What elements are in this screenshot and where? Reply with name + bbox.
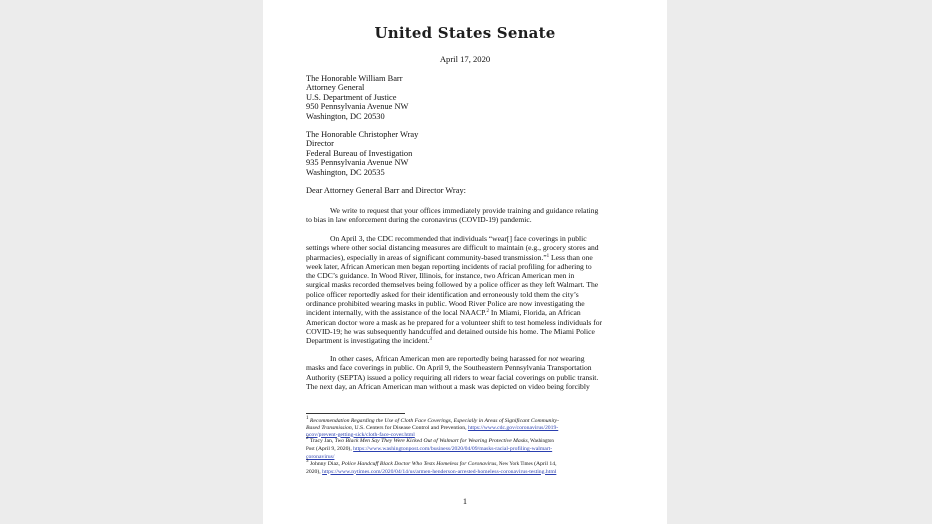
footnote-1-cont — [306, 425, 624, 432]
text-segment: In other cases, African American men are reportedly being harassed for — [330, 354, 549, 363]
text-line — [306, 253, 624, 262]
text-line: police officer reportedly asked for their identification and erroneously told them the city’s — [306, 289, 579, 299]
footnote-link[interactable]: ncov/prevent-getting-sick/cloth-face-cover.html — [306, 431, 415, 438]
text-line — [306, 308, 624, 317]
text-line: to bias in law enforcement during the coronavirus (COVID-19) pandemic. — [306, 215, 532, 225]
footnote-ref: 3 — [429, 337, 432, 343]
paragraph-2 — [306, 234, 624, 346]
footnote-title: Two Black Men Say They Were Kicked Out of Walmart for Wearing Protective Masks — [334, 438, 528, 445]
page-number: 1 — [462, 497, 468, 506]
address-line: 950 Pennsylvania Avenue NW — [306, 102, 409, 112]
footnote-link[interactable]: https://www.nytimes.com/2020/04/14/us/armen-henderson-arrested-homeless-coronavirus-testing.html — [322, 468, 557, 475]
text-line: American doctor wore a mask as he prepared for a volunteer shift to test homeless individuals for — [306, 317, 603, 327]
footnote-title: Police Handcuff Black Doctor Who Tests Homeless for Coronavirus — [341, 460, 497, 467]
footnote-ref: 1 — [546, 253, 550, 259]
text-line: week later, African American men began reporting incidents of racial profiling for adhering to — [306, 261, 592, 271]
footnote-link[interactable]: coronavirus/ — [306, 453, 335, 460]
footnote-title: Recommendation Regarding the Use of Cloth Face Coverings, Especially in Areas of Significant Community- — [309, 418, 559, 424]
text-line: On April 3, the CDC recommended that individuals “wear[] face coverings in public — [330, 234, 587, 243]
text-segment: Less than one — [549, 252, 593, 262]
address-line: The Honorable Christopher Wray — [306, 130, 419, 139]
footnote-author: Johnny Diaz, — [309, 460, 342, 467]
text-line: settings where other social distancing measures are difficult to maintain (e.g., grocery stores and — [306, 243, 599, 253]
address-line: Attorney General — [306, 83, 365, 93]
footnote-1 — [306, 418, 624, 425]
emphasis-text: not — [548, 354, 559, 363]
text-line: masks and face coverings in public. On April 9, the Southeastern Pennsylvania Transportation — [306, 363, 592, 373]
footnote-ref: 2 — [486, 309, 489, 315]
footnote-number: 3 — [306, 458, 309, 464]
text-line: COVID-19; he was subsequently handcuffed and detained outside his home. The Miami Police — [306, 326, 595, 336]
paragraph-1 — [306, 206, 624, 225]
address-line: 935 Pennsylvania Avenue NW — [306, 158, 409, 168]
footnote-number: 2 — [306, 436, 309, 442]
text-segment: wearing — [558, 354, 585, 363]
letter-page — [263, 0, 667, 524]
footnote-source: , Washington — [527, 439, 554, 445]
letter-date: April 17, 2020 — [439, 54, 491, 64]
footnote-author: Tracy Jan, — [309, 438, 335, 445]
text-line: ordinance prohibited wearing masks in public. Wood River Police are now investigating the — [306, 299, 585, 309]
text-line: surgical masks recorded themselves being followed by a police officer as they left Walmart. The — [306, 280, 599, 290]
footnote-3-cont — [306, 469, 624, 476]
footnote-title: Based Transmission — [306, 424, 352, 431]
address-line: The Honorable William Barr — [306, 74, 403, 83]
footnote-date: (April 14, — [532, 460, 557, 467]
text-line — [306, 336, 624, 345]
footnote-date: 2020), — [306, 468, 323, 475]
addressee-wray — [306, 130, 418, 177]
footnote-number: 1 — [306, 416, 309, 421]
senate-letterhead: United States Senate — [374, 24, 556, 42]
addressee-barr — [306, 74, 408, 121]
address-line: Washington, DC 20530 — [306, 111, 385, 121]
footnote-link[interactable]: https://www.washingtonpost.com/business/2020/04/09/masks-racial-profiling-walmart- — [353, 446, 553, 453]
text-line: the CDC’s guidance. In Wood River, Illinois, for instance, two African American men in — [306, 271, 575, 281]
text-line: The next day, an African American man without a mask was depicted on video being forcibly — [306, 381, 590, 391]
address-line: Director — [306, 139, 334, 149]
footnote-date: (April 9, 2020), — [314, 446, 354, 453]
footnote-source: Post — [306, 447, 315, 453]
footnote-3 — [306, 458, 624, 469]
footnote-2-cont — [306, 454, 624, 461]
footnote-source: , New York Times — [496, 461, 533, 467]
text-segment: incident internally, with the assistance of the local NAACP. — [306, 308, 487, 318]
footnotes — [306, 418, 624, 475]
text-line: Authority (SEPTA) issued a policy requiring all riders to wear facial coverings on public transit. — [306, 372, 599, 382]
salutation: Dear Attorney General Barr and Director Wray: — [306, 186, 466, 195]
footnote-divider — [306, 413, 405, 414]
footnote-link[interactable]: https://www.cdc.gov/coronavirus/2019- — [467, 424, 559, 431]
address-line: U.S. Department of Justice — [306, 92, 397, 102]
address-line: Federal Bureau of Investigation — [306, 148, 413, 158]
text-segment: Department is investigating the incident. — [306, 336, 430, 346]
paragraph-3 — [306, 354, 624, 391]
address-line: Washington, DC 20535 — [306, 167, 385, 177]
footnote-2-cont — [306, 446, 624, 454]
text-line: We write to request that your offices immediately provide training and guidance relating — [330, 206, 599, 215]
text-line — [306, 354, 624, 363]
footnote-source: , U.S. Centers for Disease Control and Prevention, — [351, 424, 468, 431]
text-segment: pharmacies), especially in areas of significant community-based transmission.” — [306, 252, 547, 262]
text-segment: In Miami, Florida, an African — [488, 308, 581, 318]
